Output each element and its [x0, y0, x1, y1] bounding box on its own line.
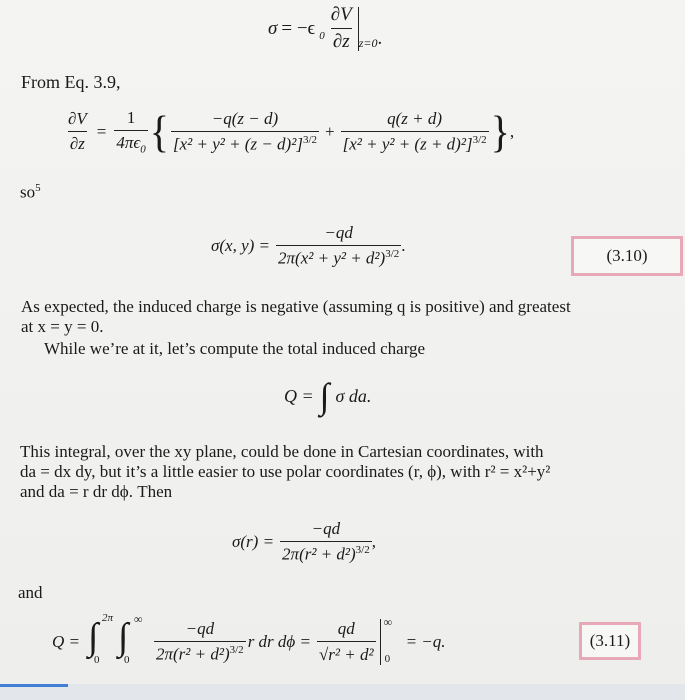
- eq-sigma-deriv-den: ∂z: [331, 28, 352, 53]
- eq-final-frac2-den: √r² + d²: [317, 641, 376, 665]
- eq-dvdz-term1: [171, 109, 319, 155]
- eq-dvdz-plus: +: [325, 121, 335, 141]
- eq-final-frac-num: −qd: [185, 619, 215, 639]
- eq-sigmar-num: −qd: [311, 519, 341, 538]
- eq-sigmar-frac: [280, 519, 372, 565]
- eq-dvdz-lhs-num: ∂V: [68, 109, 87, 129]
- integral-phi: ∫ 2π 0: [88, 612, 114, 666]
- eq-dvdz-term1-num: −q(z − d): [211, 108, 279, 128]
- paragraph-1-line-1: As expected, the induced charge is negative (assuming q is positive) and greatest: [21, 297, 571, 316]
- eq-sigma-lhs: σ: [268, 17, 278, 39]
- eq-final-lhs: Q =: [52, 632, 80, 651]
- paragraph-2-line-1: While we’re at it, let’s compute the total induced charge: [44, 339, 426, 358]
- eq-sigma-trail: .: [377, 27, 383, 49]
- eq-sigmar-den: $2\pi(r^2 + d^2)^{3/2}$: [280, 541, 372, 565]
- equation-total-charge-result: [52, 614, 446, 670]
- eq-sigmaxy-den: $2\pi(x^2 + y^2 + d^2)^{3/2}$: [276, 245, 401, 269]
- eq-final-eval: ∞ 0: [380, 617, 402, 667]
- eq-dvdz-term2-den: $[x^2 + y^2 + (z + d)^2]^{3/2}$: [341, 131, 489, 155]
- eq-sigma-deriv-num: ∂V: [330, 4, 352, 25]
- eq-final-result: = −q.: [405, 632, 446, 651]
- eq-dvdz-coef: [114, 108, 147, 155]
- paragraph-1-line-2: at x = y = 0.: [21, 317, 104, 336]
- eq-final-tail: r dr dϕ =: [247, 632, 311, 651]
- eq-sigmaxy-frac: [276, 223, 401, 269]
- bottom-bar: [0, 684, 685, 700]
- eq-dvdz-term2: [341, 109, 489, 155]
- eq-dvdz-coef-den: $4\pi\epsilon_0$: [114, 130, 147, 155]
- eq-dvdz-rbrace: }: [490, 106, 510, 156]
- eq-dvdz-coef-num: 1: [126, 108, 136, 127]
- eq-final-frac2-num: qd: [337, 619, 355, 638]
- eq-sigmaxy-trail: .: [401, 235, 406, 255]
- integral-sign: ∫: [319, 376, 330, 416]
- equation-sigma-xy: [211, 223, 406, 269]
- eq-final-frac-den: $2\pi(r^2 + d^2)^{3/2}$: [154, 641, 246, 665]
- eq-dvdz-term1-den: $[x^2 + y^2 + (z - d)^2]^{3/2}$: [171, 131, 319, 155]
- eq-Q-integrand: σ da.: [335, 385, 372, 406]
- text-so: [20, 178, 41, 203]
- eq-dvdz-trail: ,: [509, 121, 515, 141]
- eq-sigmar-lhs: σ(r) =: [232, 531, 275, 551]
- eq-dvdz-lhs: [66, 109, 89, 154]
- text-and: and: [18, 583, 43, 602]
- eq-sigma-rhs-prefix: = −ϵ: [281, 17, 316, 39]
- eq-final-frac: [154, 619, 246, 665]
- eq-dvdz-lbrace: {: [149, 106, 169, 156]
- eq-dvdz-term2-num: q(z + d): [387, 108, 443, 128]
- eq-sigmaxy-num: −qd: [324, 223, 353, 242]
- equation-dvdz: [66, 108, 514, 155]
- footnote-marker-5[interactable]: 5: [35, 182, 41, 194]
- eq-Q-lhs: Q =: [284, 385, 314, 406]
- eq-sigma-derivative: [329, 4, 354, 53]
- text-from-eq: From Eq. 3.9,: [21, 72, 121, 92]
- eq-final-frac2: [317, 619, 376, 665]
- eq-sigmaxy-lhs: σ(x, y) =: [211, 235, 271, 255]
- paragraph-3-line-2: da = dx dy, but it’s a little easier to use polar coordinates (r, ϕ), with r² = x²+y²: [20, 462, 551, 481]
- eq-dvdz-equals: =: [96, 121, 107, 141]
- integral-r: ∫ ∞ 0: [118, 612, 143, 666]
- paragraph-3-line-1: This integral, over the xy plane, could be done in Cartesian coordinates, with: [20, 442, 544, 461]
- eq-sigma-eps-sub: 0: [319, 29, 325, 42]
- eq-dvdz-lhs-den: ∂z: [68, 131, 87, 154]
- equation-label-3-10: (3.10): [571, 236, 683, 276]
- equation-sigma-definition: [268, 4, 382, 53]
- bottom-accent-line: [0, 684, 68, 687]
- equation-total-charge: [284, 378, 371, 414]
- text-so-word: so: [20, 182, 36, 202]
- equation-sigma-r: [232, 519, 376, 565]
- eq-sigmar-trail: ,: [371, 531, 376, 551]
- paragraph-3-line-3: and da = r dr dϕ. Then: [20, 482, 173, 501]
- equation-label-3-11: (3.11): [579, 622, 641, 660]
- eq-sigma-eval-sub: z=0: [358, 36, 378, 50]
